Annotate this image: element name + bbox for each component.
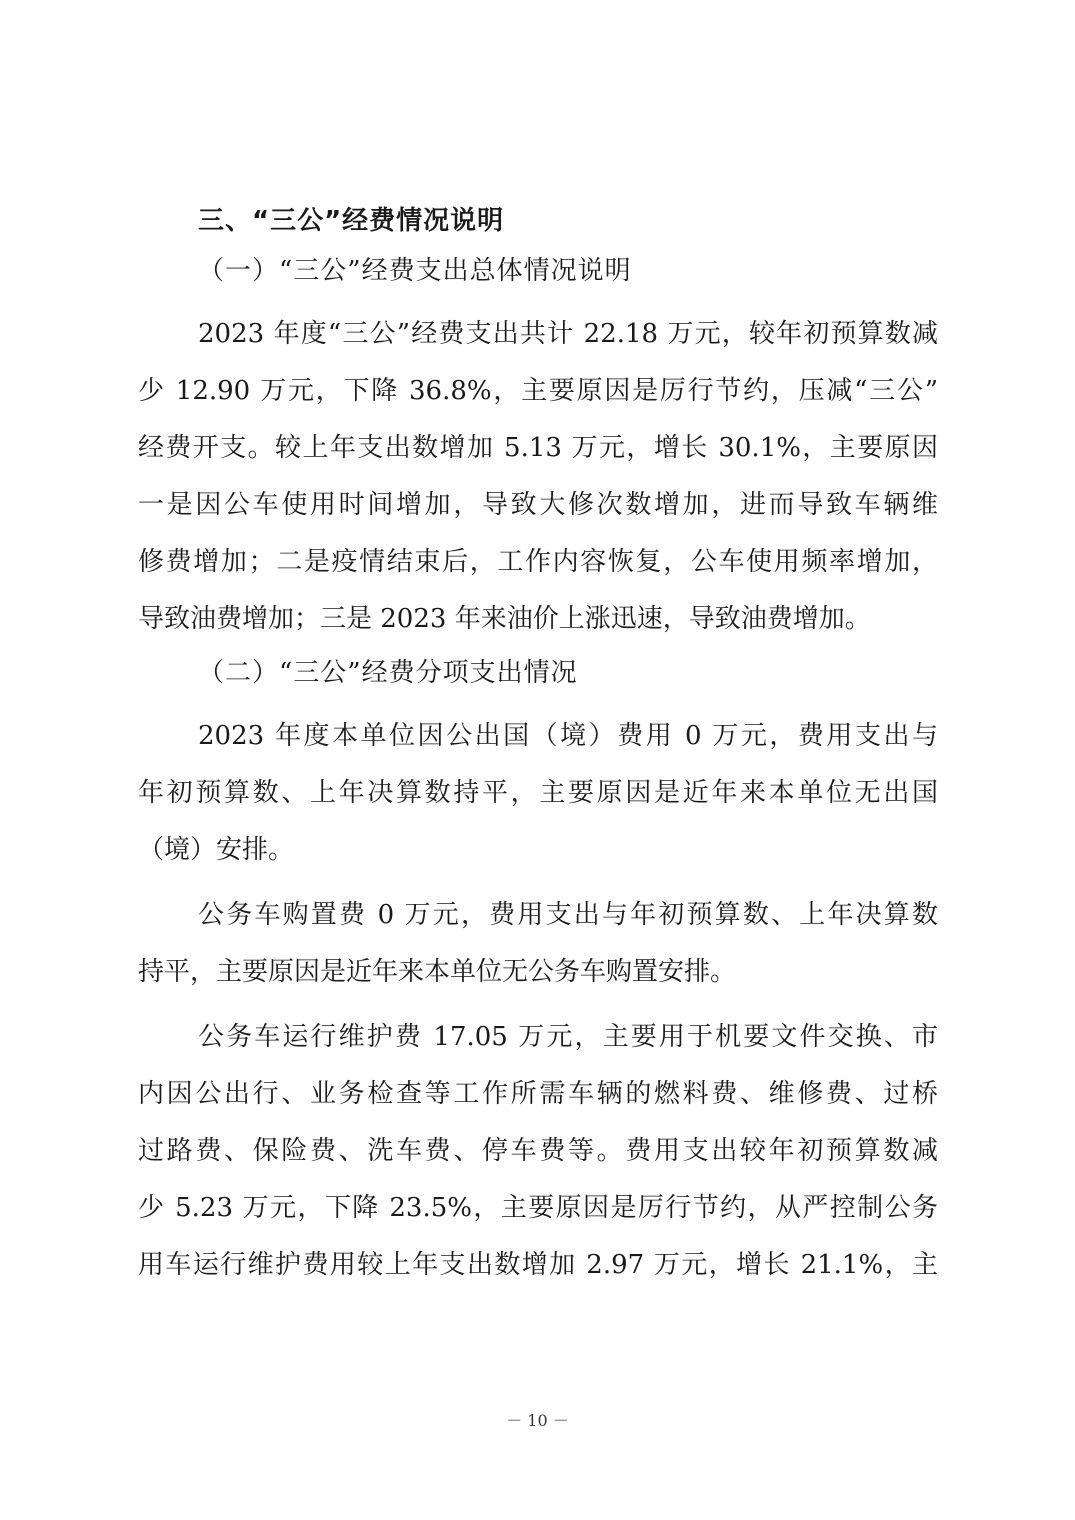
text-line: 年初预算数、上年决算数持平，主要原因是近年来本单位无出国 xyxy=(138,778,938,808)
section-heading: 三、“三公”经费情况说明 xyxy=(198,206,505,236)
subsection-heading-itemized: （二）“三公”经费分项支出情况 xyxy=(198,658,578,688)
paragraph-gap xyxy=(138,1001,938,1009)
page-number: － 10 － xyxy=(506,1411,569,1430)
text-line: 导致油费增加；三是 2023 年来油价上涨迅速，导致油费增加。 xyxy=(138,604,871,634)
subsection-heading-overall: （一）“三公”经费支出总体情况说明 xyxy=(198,256,632,286)
text-line: 公务车购置费 0 万元，费用支出与年初预算数、上年决算数 xyxy=(198,900,938,930)
text-line: 内因公出行、业务检查等工作所需车辆的燃料费、维修费、过桥 xyxy=(138,1079,938,1109)
paragraph-vehicle-purchase xyxy=(138,887,938,1001)
text-line: （境）安排。 xyxy=(138,835,295,865)
paragraph-vehicle-maintenance xyxy=(138,1009,938,1294)
paragraph-overall-summary xyxy=(138,306,938,648)
text-line: 经费开支。较上年支出数增加 5.13 万元，增长 30.1%，主要原因 xyxy=(138,433,938,463)
text-line: 修费增加；二是疫情结束后，工作内容恢复，公车使用频率增加， xyxy=(138,547,938,577)
text-line: 过路费、保险费、洗车费、停车费等。费用支出较年初预算数减 xyxy=(138,1136,938,1166)
text-line: 少 12.90 万元，下降 36.8%，主要原因是厉行节约，压减“三公” xyxy=(138,376,938,406)
text-line: 少 5.23 万元，下降 23.5%，主要原因是厉行节约，从严控制公务 xyxy=(138,1193,938,1223)
paragraph-overseas-travel xyxy=(138,708,938,879)
text-line: 2023 年度本单位因公出国（境）费用 0 万元，费用支出与 xyxy=(198,721,938,751)
text-line: 2023 年度“三公”经费支出共计 22.18 万元，较年初预算数减 xyxy=(198,319,938,349)
document-body xyxy=(138,196,938,1294)
text-line: 公务车运行维护费 17.05 万元，主要用于机要文件交换、市 xyxy=(198,1022,938,1052)
text-line: 持平，主要原因是近年来本单位无公务车购置安排。 xyxy=(138,957,737,987)
text-line: 一是因公车使用时间增加，导致大修次数增加，进而导致车辆维 xyxy=(138,490,938,520)
paragraph-gap xyxy=(138,879,938,887)
text-line: 用车运行维护费用较上年支出数增加 2.97 万元，增长 21.1%，主 xyxy=(138,1250,938,1280)
